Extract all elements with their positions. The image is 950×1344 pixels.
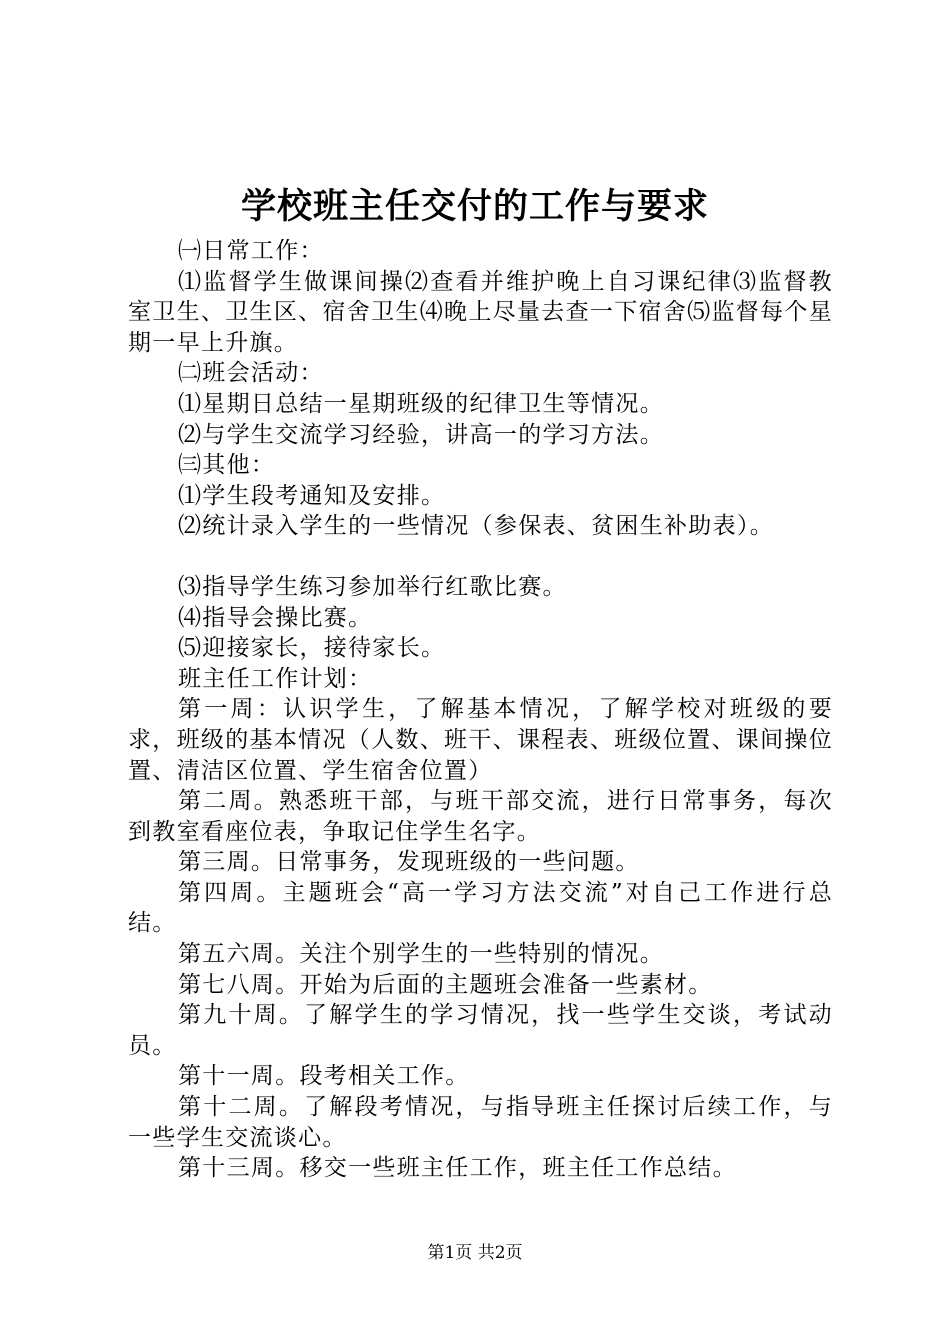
paragraph-other-item-5: ⑸迎接家长，接待家长。 [178, 635, 446, 662]
page-number: 第1页 共2页 [427, 1243, 523, 1263]
section-heading-daily-work: ㈠日常工作： [178, 238, 324, 264]
paragraph-week-5-6: 第五六周。关注个别学生的一些特别的情况。 [178, 941, 664, 968]
paragraph-week-7-8: 第七八周。开始为后面的主题班会准备一些素材。 [178, 971, 713, 998]
section-heading-other: ㈢其他： [178, 452, 276, 479]
document-body [128, 236, 833, 1184]
paragraph-week-11: 第十一周。段考相关工作。 [178, 1063, 470, 1090]
paragraph-daily-work-items: ⑴监督学生做课间操⑵查看并维护晚上自习课纪律⑶监督教室卫生、卫生区、宿舍卫生⑷晚上尽量去查一下宿舍⑸监督每个星期一早上升旗。 [128, 268, 833, 356]
paragraph-other-item-2: ⑵统计录入学生的一些情况（参保表、贫困生补助表）。 [178, 513, 774, 540]
paragraph-other-item-3: ⑶指导学生练习参加举行红歌比赛。 [178, 573, 567, 600]
paragraph-week-13: 第十三周。移交一些班主任工作，班主任工作总结。 [178, 1155, 737, 1182]
document-title: 学校班主任交付的工作与要求 [240, 187, 709, 227]
paragraph-week-12: 第十二周。了解段考情况，与指导班主任探讨后续工作，与一些学生交流谈心。 [128, 1094, 833, 1151]
paragraph-week-2: 第二周。熟悉班干部，与班干部交流，进行日常事务，每次到教室看座位表，争取记住学生名字。 [128, 788, 833, 845]
paragraph-other-item-1: ⑴学生段考通知及安排。 [178, 482, 446, 509]
section-heading-work-plan: 班主任工作计划： [178, 665, 373, 692]
blank-line [128, 542, 833, 572]
paragraph-class-meeting-item-1: ⑴星期日总结一星期班级的纪律卫生等情况。 [178, 390, 664, 417]
section-heading-class-meeting: ㈡班会活动： [178, 360, 324, 387]
paragraph-week-9-10: 第九十周。了解学生的学习情况，找一些学生交谈，考试动员。 [128, 1002, 833, 1059]
paragraph-class-meeting-item-2: ⑵与学生交流学习经验，讲高一的学习方法。 [178, 421, 664, 448]
paragraph-week-4: 第四周。主题班会“高一学习方法交流”对自己工作进行总结。 [128, 879, 833, 937]
paragraph-week-3: 第三周。日常事务，发现班级的一些问题。 [178, 849, 640, 876]
paragraph-week-1: 第一周：认识学生，了解基本情况，了解学校对班级的要求，班级的基本情况（人数、班干、课程表、班级位置、课间操位置、清洁区位置、学生宿舍位置） [128, 696, 833, 784]
paragraph-other-item-4: ⑷指导会操比赛。 [178, 604, 373, 631]
